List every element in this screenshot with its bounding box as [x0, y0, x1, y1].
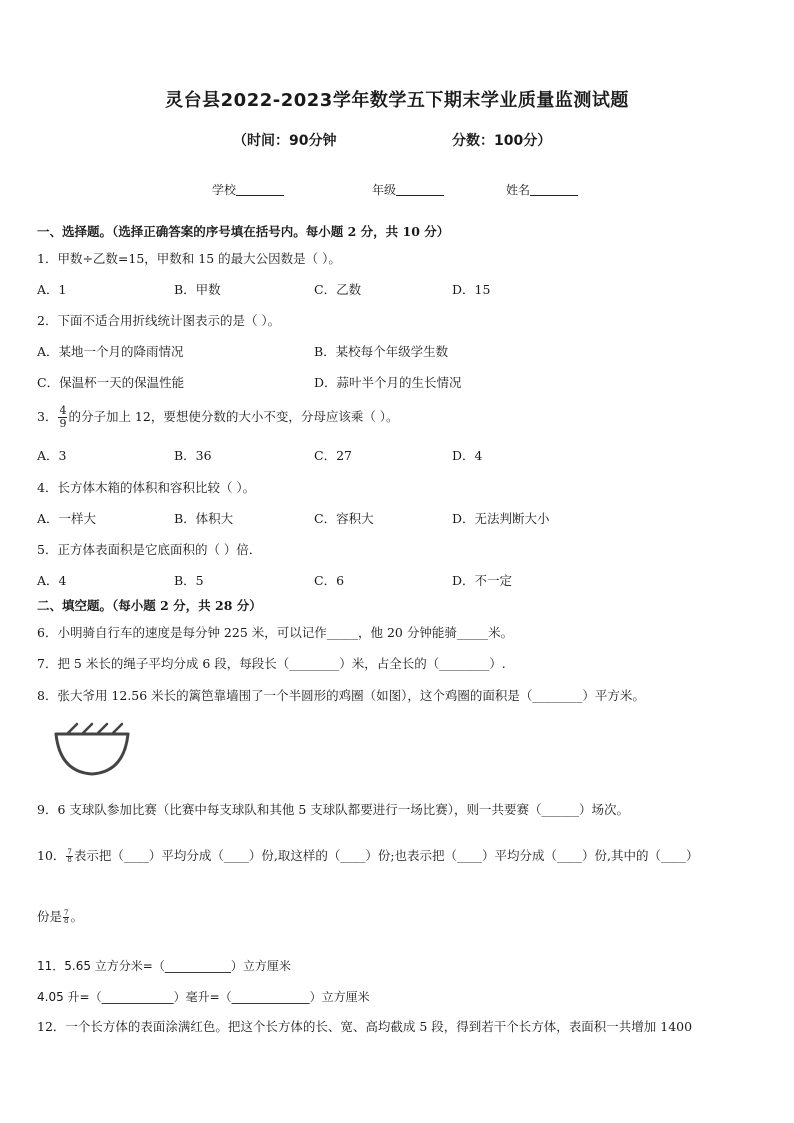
name-blank[interactable]: [530, 183, 578, 196]
name-label: 姓名: [506, 183, 531, 197]
q10-fraction-repeat: [63, 910, 69, 925]
q2-option-b[interactable]: B．某校每个年级学生数: [314, 344, 449, 359]
q2-option-c[interactable]: C．保温杯一天的保温性能: [37, 375, 185, 390]
q10-fraction-repeat-numerator: 7: [64, 909, 69, 917]
q10-fraction-repeat-denominator: 8: [64, 917, 69, 925]
section-heading-choice: 一、选择题。（选择正确答案的序号填在括号内。每小题 2 分，共 10 分）: [37, 224, 450, 239]
question-12: 12．一个长方体的表面涂满红色。把这个长方体的长、宽、高均截成 5 段，得到若干个长方体，表面积一共增加 1400: [37, 1019, 693, 1034]
q3-option-b[interactable]: B．36: [174, 448, 212, 463]
q3-option-c[interactable]: C．27: [314, 448, 352, 463]
question-6: 6．小明骑自行车的速度是每分钟 225 米，可以记作_____，他 20 分钟能骑_____米。: [37, 625, 514, 640]
q2-option-d[interactable]: D．蒜叶半个月的生长情况: [314, 375, 462, 390]
q5-option-d[interactable]: D．不一定: [452, 573, 513, 588]
q5-option-a[interactable]: A．4: [37, 573, 67, 588]
q3-option-d[interactable]: D．4: [452, 448, 483, 463]
q10-number: 10．: [37, 848, 66, 863]
grade-field[interactable]: [372, 181, 444, 198]
q4-option-c[interactable]: C．容积大: [314, 511, 374, 526]
question-4: 4．长方体木箱的体积和容积比较（ ）。: [37, 480, 256, 495]
question-5: 5．正方体表面积是它底面积的（ ）倍．: [37, 542, 262, 557]
q10-fraction-numerator: 7: [67, 848, 72, 856]
q1-option-d[interactable]: D．15: [452, 282, 491, 297]
question-3: [37, 402, 399, 432]
q3-fraction-numerator: 4: [59, 404, 67, 417]
question-11-line-2: 4.05 升=（____________）毫升=（_____________）立方厘米: [37, 990, 370, 1004]
q10-line2-suffix: 。: [70, 909, 83, 924]
school-label: 学校: [212, 183, 237, 197]
question-8: 8．张大爷用 12.56 米长的篱笆靠墙围了一个半圆形的鸡圈（如图），这个鸡圈的面积是（________）平方米。: [37, 688, 645, 703]
q2-option-a[interactable]: A．某地一个月的降雨情况: [37, 344, 184, 359]
grade-blank[interactable]: [396, 183, 444, 196]
q3-text: 的分子加上 12，要想使分数的大小不变，分母应该乘（ ）。: [68, 409, 399, 424]
q1-option-a[interactable]: A．1: [37, 282, 67, 297]
school-field[interactable]: [212, 181, 284, 198]
q3-option-a[interactable]: A．3: [37, 448, 67, 463]
q10-line2-prefix: 份是: [37, 909, 63, 924]
section-heading-fill: 二、填空题。（每小题 2 分，共 28 分）: [37, 598, 262, 613]
q4-option-b[interactable]: B．体积大: [174, 511, 234, 526]
q10-fraction: [66, 849, 72, 864]
q10-fraction-denominator: 8: [67, 856, 72, 864]
q1-option-c[interactable]: C．乙数: [314, 282, 362, 297]
time-label: （时间：90分钟: [233, 133, 337, 149]
question-10-line-2: [37, 909, 83, 925]
score-label: 分数：100分）: [452, 133, 552, 149]
q4-option-a[interactable]: A．一样大: [37, 511, 97, 526]
question-10-line-1: [37, 848, 699, 864]
q3-fraction: [58, 405, 67, 430]
question-2: 2．下面不适合用折线统计图表示的是（ ）。: [37, 313, 281, 328]
name-field[interactable]: [506, 181, 578, 198]
question-1: 1．甲数÷乙数=15，甲数和 15 的最大公因数是（ ）。: [37, 251, 341, 266]
page-title: 灵台县2022-2023学年数学五下期末学业质量监测试题: [165, 90, 629, 111]
q5-option-b[interactable]: B．5: [174, 573, 204, 588]
question-9: 9．6 支球队参加比赛（比赛中每支球队和其他 5 支球队都要进行一场比赛），则一共要赛（______）场次。: [37, 802, 630, 817]
school-blank[interactable]: [236, 183, 284, 196]
question-11-line-1: 11．5.65 立方分米=（___________）立方厘米: [37, 959, 291, 973]
q3-fraction-denominator: 9: [59, 417, 67, 430]
q1-option-b[interactable]: B．甲数: [174, 282, 221, 297]
grade-label: 年级: [372, 183, 397, 197]
question-7: 7．把 5 米长的绳子平均分成 6 段，每段长（________）米，占全长的（________）.: [37, 656, 506, 671]
q4-option-d[interactable]: D．无法判断大小: [452, 511, 550, 526]
q10-text: 表示把（____）平均分成（____）份,取这样的（____）份;也表示把（____）平均分成（____）份,其中的（____）: [73, 848, 699, 863]
q3-number: 3．: [37, 409, 58, 424]
q5-option-c[interactable]: C．6: [314, 573, 345, 588]
q8-figure: [50, 720, 134, 780]
